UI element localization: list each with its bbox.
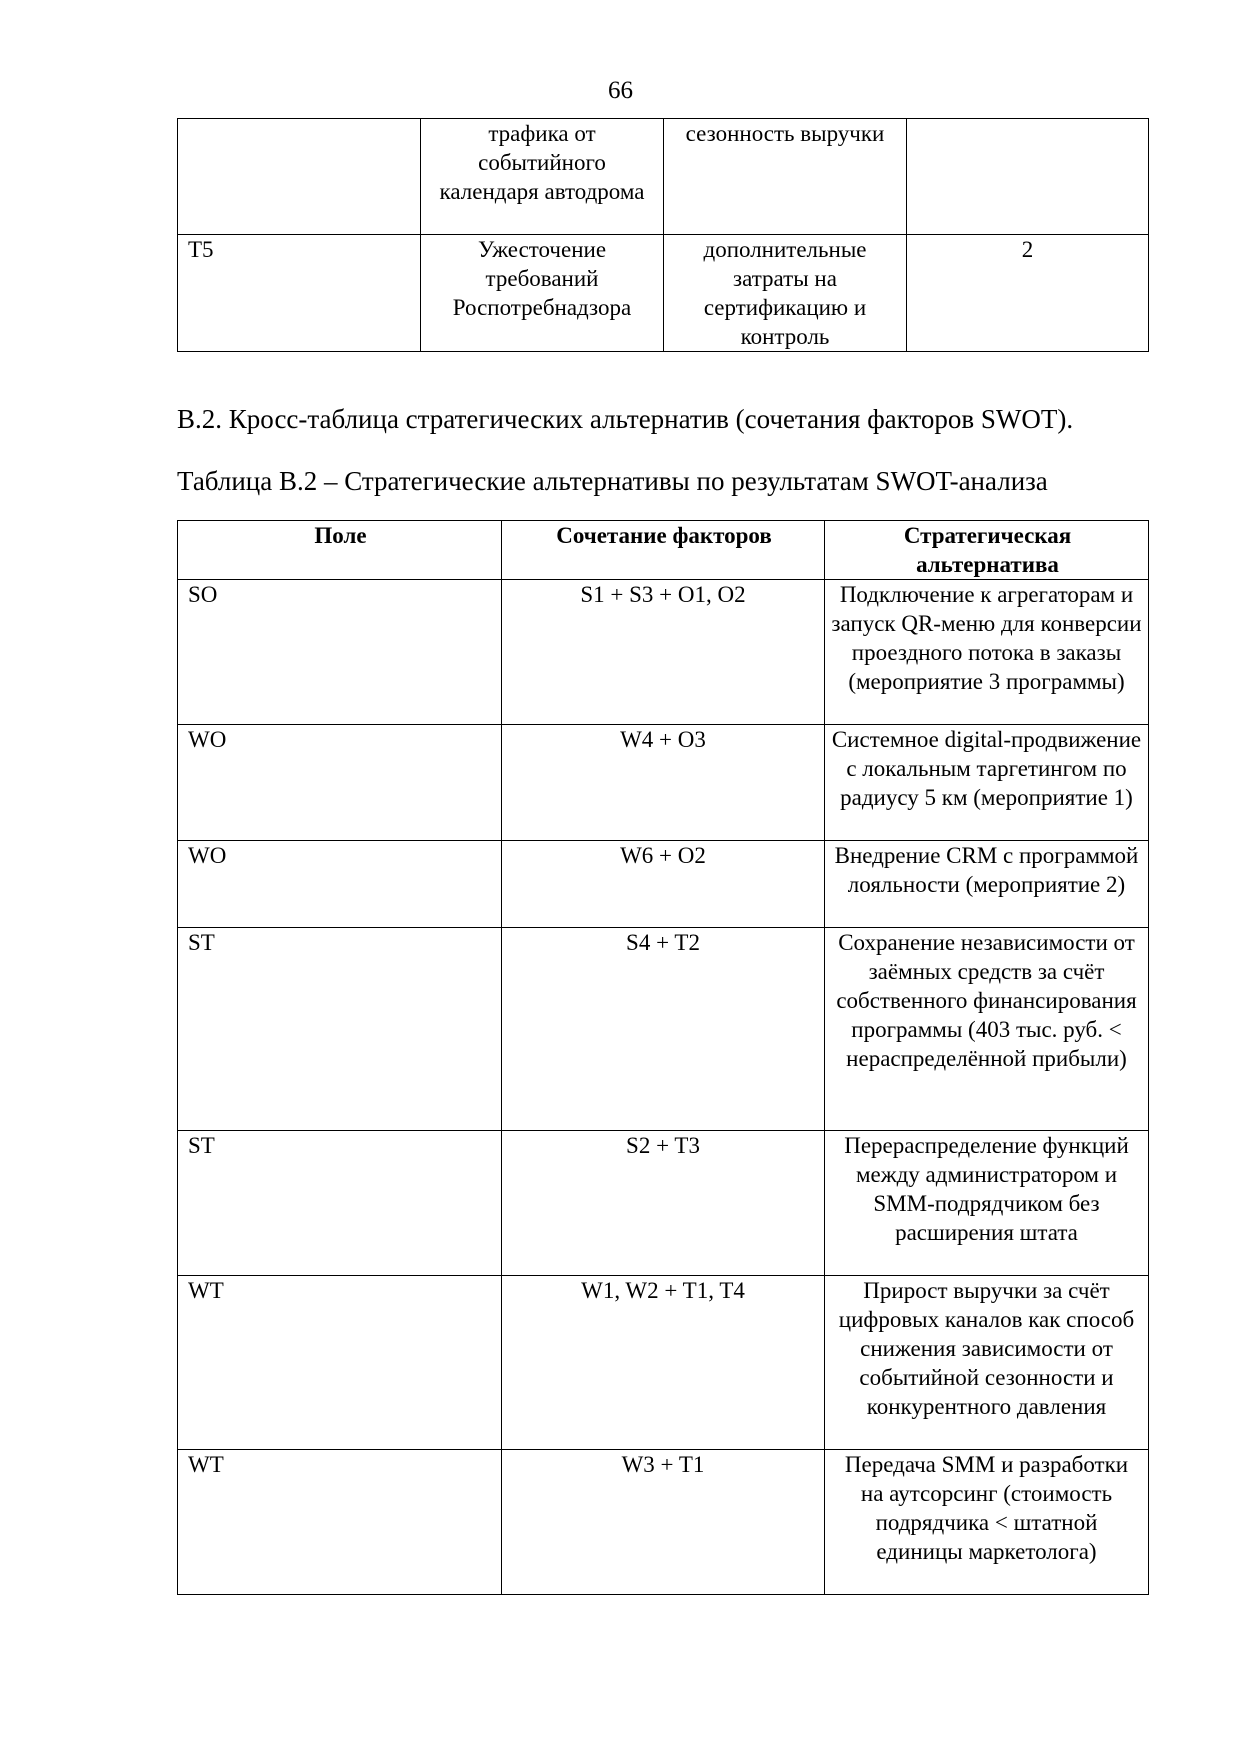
table-cell: трафика от событийного календаря автодрома [421, 119, 664, 235]
alternative-cell: Системное digital-продвижение с локальным таргетингом по радиусу 5 км (мероприятие 1) [825, 725, 1149, 841]
swot-threats-table-continued [177, 118, 1149, 352]
table-row [178, 841, 1149, 928]
field-cell: WT [178, 1276, 502, 1450]
table-cell: Т5 [178, 235, 421, 352]
column-header-field: Поле [178, 521, 502, 580]
table-caption: Таблица В.2 – Стратегические альтернативы по результатам SWOT-анализа [177, 466, 1048, 496]
table-header-row [178, 521, 1149, 580]
table-cell: 2 [907, 235, 1149, 352]
alternative-cell: Внедрение CRM с программой лояльности (мероприятие 2) [825, 841, 1149, 928]
alternative-cell: Передача SMM и разработки на аутсорсинг (стоимость подрядчика < штатной единицы маркетолога) [825, 1450, 1149, 1595]
table-row [178, 1450, 1149, 1595]
table-row [178, 928, 1149, 1131]
factors-cell: W6 + O2 [502, 841, 825, 928]
field-cell: WT [178, 1450, 502, 1595]
table-row [178, 1276, 1149, 1450]
field-cell: ST [178, 1131, 502, 1276]
page-number: 66 [608, 77, 633, 104]
table-row [178, 235, 1149, 352]
column-header-alternative: Стратегическая альтернатива [825, 521, 1149, 580]
table-cell: Ужесточение требований Роспотребнадзора [421, 235, 664, 352]
factors-cell: W1, W2 + T1, T4 [502, 1276, 825, 1450]
field-cell: ST [178, 928, 502, 1131]
alternative-cell: Сохранение независимости от заёмных средств за счёт собственного финансирования программы (403 тыс. руб. < нераспределённой прибыли) [825, 928, 1149, 1131]
table-cell: дополнительные затраты на сертификацию и контроль [664, 235, 907, 352]
factors-cell: W3 + T1 [502, 1450, 825, 1595]
table-cell: сезонность выручки [664, 119, 907, 235]
table-cell [907, 119, 1149, 235]
factors-cell: S1 + S3 + O1, O2 [502, 580, 825, 725]
factors-cell: S4 + T2 [502, 928, 825, 1131]
alternative-cell: Прирост выручки за счёт цифровых каналов как способ снижения зависимости от событийной сезонности и конкурентного давления [825, 1276, 1149, 1450]
section-heading: В.2. Кросс-таблица стратегических альтернатив (сочетания факторов SWOT). [177, 404, 1074, 434]
alternative-cell: Подключение к агрегаторам и запуск QR-меню для конверсии проездного потока в заказы (мероприятие 3 программы) [825, 580, 1149, 725]
strategic-alternatives-table [177, 520, 1149, 1595]
table-cell [178, 119, 421, 235]
field-cell: SO [178, 580, 502, 725]
table-row [178, 119, 1149, 235]
column-header-factors: Сочетание факторов [502, 521, 825, 580]
field-cell: WO [178, 841, 502, 928]
factors-cell: W4 + O3 [502, 725, 825, 841]
alternative-cell: Перераспределение функций между администратором и SMM-подрядчиком без расширения штата [825, 1131, 1149, 1276]
table-row [178, 580, 1149, 725]
factors-cell: S2 + T3 [502, 1131, 825, 1276]
table-row [178, 1131, 1149, 1276]
table-row [178, 725, 1149, 841]
field-cell: WO [178, 725, 502, 841]
